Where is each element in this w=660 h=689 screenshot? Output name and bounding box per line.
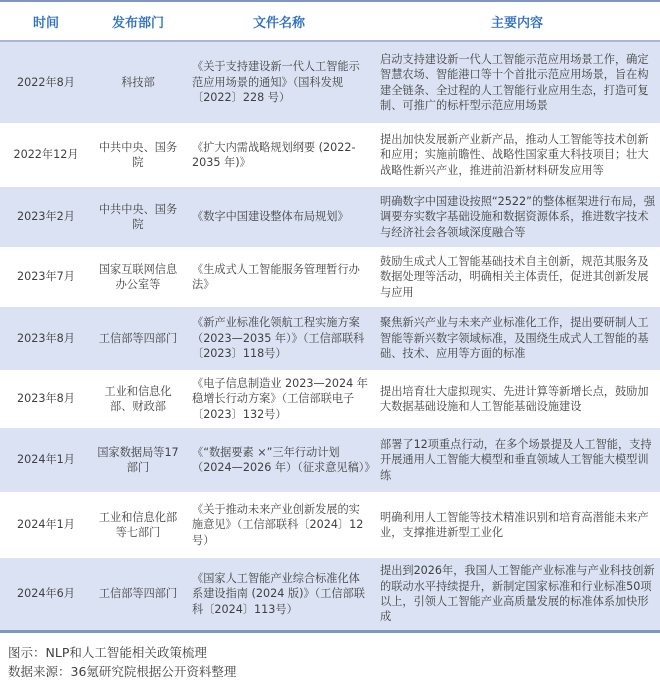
cell-content: 鼓励生成式人工智能基础技术自主创新，规范其服务及数据处理等活动，明确相关主体责任，促进其创新发展与应用 — [374, 247, 660, 307]
cell-name: 《国家人工智能产业综合标准化体系建设指南 (2024 版)》（工信部联科〔2024〕113号） — [184, 558, 374, 630]
cell-name: 《关于推动未来产业创新发展的实施意见》（工信部联科〔2024〕12号） — [184, 492, 374, 558]
cell-name: 《扩大内需战略规划纲要 (2022-2035 年)》 — [184, 123, 374, 187]
cell-content: 明确数字中国建设按照“2522”的整体框架进行布局，强调要夯实数字基础设施和数据资源体系，推进数字技术与经济社会各领域深度融合等 — [374, 187, 660, 247]
cell-dept: 国家互联网信息办公室等 — [92, 247, 184, 307]
cell-name: 《新产业标准化领航工程实施方案（2023—2035 年）》（工信部联科〔2023〕118号） — [184, 307, 374, 370]
cell-dept: 中共中央、国务院 — [92, 123, 184, 187]
cell-content: 启动支持建设新一代人工智能示范应用场景工作，确定智慧农场、智能港口等十个首批示范应用场景，旨在构建全链条、全过程的人工智能行业应用生态，打造可复制、可推广的标杆型示范应用场景 — [374, 41, 660, 123]
cell-time: 2024年1月 — [0, 492, 92, 558]
table-row — [0, 558, 660, 630]
cell-name: 《数字中国建设整体布局规划》 — [184, 187, 374, 247]
cell-content: 提出到2026年，我国人工智能产业标准与产业科技创新的联动水平持续提升，新制定国家标准和行业标准50项以上，引领人工智能产业高质量发展的标准体系加快形成 — [374, 558, 660, 630]
cell-name: 《电子信息制造业 2023—2024 年稳增长行动方案》（工信部联电子〔2023〕132号） — [184, 370, 374, 428]
cell-time: 2023年8月 — [0, 370, 92, 428]
cell-name: 《关于支持建设新一代人工智能示范应用场景的通知》（国科发规〔2022〕228 号） — [184, 41, 374, 123]
cell-time: 2022年12月 — [0, 123, 92, 187]
cell-dept: 工业和信息化部等七部门 — [92, 492, 184, 558]
figure-caption — [0, 633, 660, 681]
cell-dept: 工业和信息化部、财政部 — [92, 370, 184, 428]
cell-dept: 工信部等四部门 — [92, 558, 184, 630]
bottom-rule — [0, 630, 660, 633]
table-row — [0, 41, 660, 123]
cell-time: 2023年7月 — [0, 247, 92, 307]
policy-table — [0, 2, 660, 630]
cell-time: 2023年8月 — [0, 307, 92, 370]
table-header-row — [0, 2, 660, 41]
table-row — [0, 492, 660, 558]
figure-title: 图示：NLP和人工智能相关政策梳理 — [8, 645, 207, 660]
cell-time: 2024年1月 — [0, 428, 92, 492]
table-row — [0, 428, 660, 492]
header-content: 主要内容 — [374, 2, 660, 41]
header-name: 文件名称 — [184, 2, 374, 41]
cell-dept: 工信部等四部门 — [92, 307, 184, 370]
cell-dept: 中共中央、国务院 — [92, 187, 184, 247]
cell-content: 提出培育壮大虚拟现实、先进计算等新增长点，鼓励加大数据基础设施和人工智能基础设施建设 — [374, 370, 660, 428]
header-dept: 发布部门 — [92, 2, 184, 41]
table-row — [0, 307, 660, 370]
cell-time: 2024年6月 — [0, 558, 92, 630]
cell-time: 2022年8月 — [0, 41, 92, 123]
table-row — [0, 187, 660, 247]
table-row — [0, 123, 660, 187]
cell-dept: 国家数据局等17部门 — [92, 428, 184, 492]
cell-content: 提出加快发展新产业新产品，推动人工智能等技术创新和应用；实施前瞻性、战略性国家重大科技项目；壮大战略性新兴产业，推进前沿新材料研发应用等 — [374, 123, 660, 187]
cell-name: 《生成式人工智能服务管理暂行办法》 — [184, 247, 374, 307]
cell-content: 聚焦新兴产业与未来产业标准化工作，提出要研制人工智能等新兴数字领域标准，及围绕生成式人工智能的基础、技术、应用等方面的标准 — [374, 307, 660, 370]
table-row — [0, 247, 660, 307]
cell-content: 部署了12项重点行动，在多个场景提及人工智能，支持开展通用人工智能大模型和垂直领域人工智能大模型训练 — [374, 428, 660, 492]
cell-name: 《“数据要素 ×”三年行动计划（2024—2026 年）（征求意见稿）》 — [184, 428, 374, 492]
data-source: 数据来源：36氪研究院根据公开资料整理 — [8, 664, 237, 679]
cell-dept: 科技部 — [92, 41, 184, 123]
table-row — [0, 370, 660, 428]
cell-time: 2023年2月 — [0, 187, 92, 247]
cell-content: 明确利用人工智能等技术精准识别和培育高潜能未来产业，支撑推进新型工业化 — [374, 492, 660, 558]
header-time: 时间 — [0, 2, 92, 41]
